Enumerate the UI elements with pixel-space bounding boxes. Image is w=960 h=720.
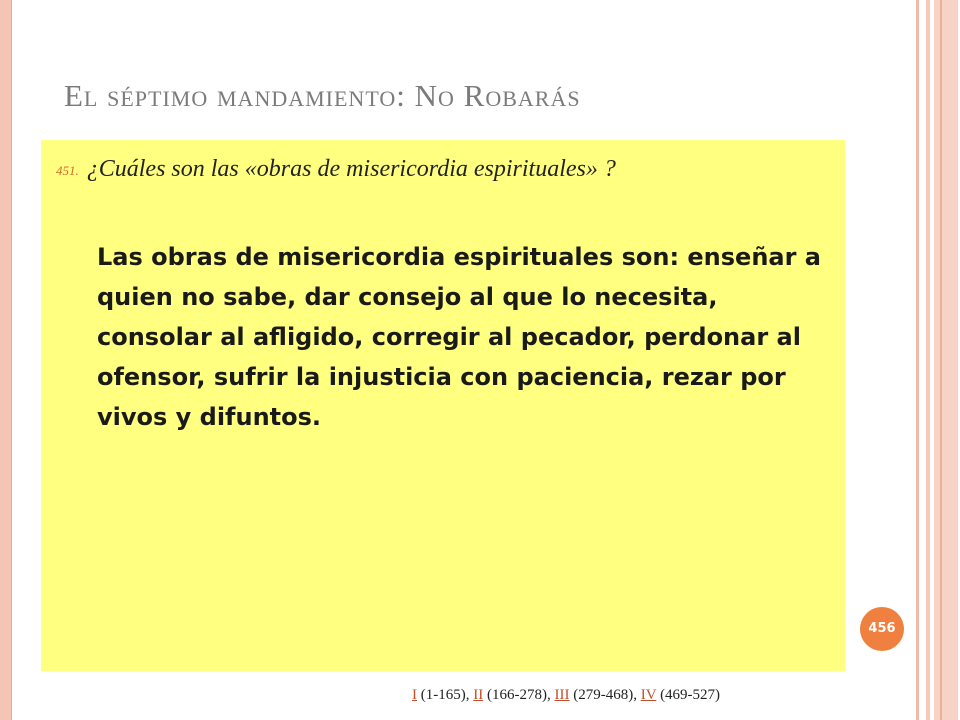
left-border-decoration — [0, 0, 12, 720]
question — [56, 152, 816, 188]
stripe-2 — [926, 0, 930, 720]
page-number-badge: 456 — [860, 607, 904, 651]
footer-range-part-2: (166-278) — [487, 687, 547, 703]
footer-navigation — [412, 687, 720, 704]
footer-separator-3: , — [633, 687, 637, 703]
footer-link-part-3[interactable]: III — [554, 687, 570, 703]
footer-range-part-1: (1-165) — [420, 687, 466, 703]
footer-link-part-1[interactable]: I — [412, 687, 417, 703]
stripe-3 — [934, 0, 958, 720]
footer-separator-1: , — [465, 687, 470, 703]
answer-text: Las obras de misericordia espirituales son: enseñar a quien no sabe, dar consejo al que lo necesita, consolar al afligido, corregir al pecador, perdonar al ofensor, sufrir la injusticia con paciencia, rezar por vivos y difuntos. — [97, 243, 821, 431]
footer-separator-2: , — [547, 687, 551, 703]
footer-range-part-4: (469-527) — [660, 687, 721, 703]
question-number: 451. — [56, 163, 79, 178]
slide-title: El séptimo mandamiento: No Robarás — [64, 78, 581, 113]
stripe-1 — [916, 0, 919, 720]
footer-link-part-2[interactable]: II — [473, 687, 484, 703]
right-stripe-decoration — [916, 0, 960, 720]
question-text: ¿Cuáles son las «obras de misericordia espirituales» ? — [86, 156, 616, 182]
footer-link-part-4[interactable]: IV — [640, 687, 657, 703]
stripe-4 — [940, 0, 942, 720]
footer-range-part-3: (279-468) — [573, 687, 634, 703]
